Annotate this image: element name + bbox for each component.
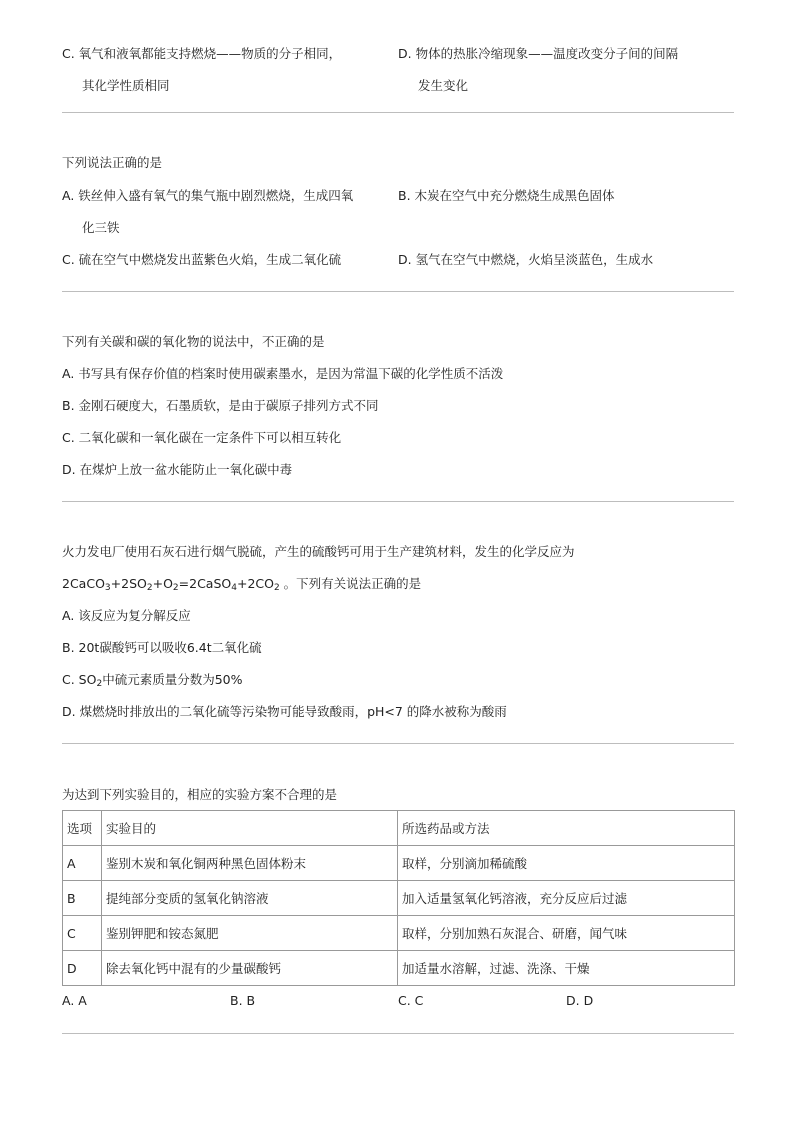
q2-option-a: A. 书写具有保存价值的档案时使用碳素墨水，是因为常温下碳的化学性质不活泼 — [62, 366, 504, 381]
q3-stem-line1: 火力发电厂使用石灰石进行烟气脱硫，产生的硫酸钙可用于生产建筑材料，发生的化学反应为 — [62, 544, 575, 559]
table-cell: 除去氧化钙中混有的少量碳酸钙 — [102, 951, 398, 986]
q3-option-a: A. 该反应为复分解反应 — [62, 608, 191, 623]
q3-option-c: C. $SO_2$中硫元素质量分数为50% — [62, 672, 243, 689]
q1-stem: 下列说法正确的是 — [62, 155, 163, 170]
divider — [62, 1033, 734, 1034]
prev-option-c-line1: C. 氧气和液氧都能支持燃烧——物质的分子相同， — [62, 46, 342, 61]
q4-choice-b: B. B — [230, 993, 256, 1008]
q4-choice-a: A. A — [62, 993, 87, 1008]
table-header-cell: 实验目的 — [102, 811, 398, 846]
prev-option-d-line2: 发生变化 — [418, 78, 469, 93]
table-cell: 提纯部分变质的氢氧化钠溶液 — [102, 881, 398, 916]
q1-option-a-line2: 化三铁 — [82, 220, 120, 235]
table-cell: D — [63, 951, 102, 986]
table-header-cell: 所选药品或方法 — [398, 811, 735, 846]
q3-option-d: D. 煤燃烧时排放出的二氧化硫等污染物可能导致酸雨，pH<7 的降水被称为酸雨 — [62, 704, 507, 719]
divider — [62, 112, 734, 113]
q4-choice-c: C. C — [398, 993, 424, 1008]
divider — [62, 743, 734, 744]
q3-equation: $2CaCO_3+2SO_2+O_2=2CaSO_4+2CO_2$ 。下列有关说法正确的是 — [62, 576, 422, 593]
table-cell: 加适量水溶解，过滤、洗涤、干燥 — [398, 951, 735, 986]
q2-stem: 下列有关碳和碳的氧化物的说法中，不正确的是 — [62, 334, 325, 349]
q2-option-b: B. 金刚石硬度大，石墨质软，是由于碳原子排列方式不同 — [62, 398, 379, 413]
table-header-cell: 选项 — [63, 811, 102, 846]
table-cell: 加入适量氢氧化钙溶液，充分反应后过滤 — [398, 881, 735, 916]
prev-option-d-line1: D. 物体的热胀冷缩现象——温度改变分子间的间隔 — [398, 46, 679, 61]
table-cell: 取样，分别滴加稀硫酸 — [398, 846, 735, 881]
table-header-row — [63, 811, 735, 846]
table-cell: 取样，分别加熟石灰混合、研磨，闻气味 — [398, 916, 735, 951]
table-cell: B — [63, 881, 102, 916]
q3-option-b: B. 20t碳酸钙可以吸收6.4t二氧化硫 — [62, 640, 262, 655]
q2-option-c: C. 二氧化碳和一氧化碳在一定条件下可以相互转化 — [62, 430, 342, 445]
divider — [62, 501, 734, 502]
table-row — [63, 916, 735, 951]
experiment-table — [62, 810, 735, 986]
q1-option-d: D. 氢气在空气中燃烧，火焰呈淡蓝色，生成水 — [398, 252, 654, 267]
q4-stem: 为达到下列实验目的，相应的实验方案不合理的是 — [62, 787, 338, 802]
q4-choice-d: D. D — [566, 993, 594, 1008]
table-cell: A — [63, 846, 102, 881]
prev-option-c-line2: 其化学性质相同 — [82, 78, 170, 93]
table-cell: 鉴别钾肥和铵态氮肥 — [102, 916, 398, 951]
table-row — [63, 846, 735, 881]
q1-option-a-line1: A. 铁丝伸入盛有氧气的集气瓶中剧烈燃烧，生成四氧 — [62, 188, 354, 203]
q3-stem-tail: 。下列有关说法正确的是 — [279, 576, 422, 591]
q1-option-c: C. 硫在空气中燃烧发出蓝紫色火焰，生成二氧化硫 — [62, 252, 342, 267]
q2-option-d: D. 在煤炉上放一盆水能防止一氧化碳中毒 — [62, 462, 293, 477]
table-cell: C — [63, 916, 102, 951]
table-cell: 鉴别木炭和氧化铜两种黑色固体粉末 — [102, 846, 398, 881]
divider — [62, 291, 734, 292]
table-row — [63, 951, 735, 986]
q1-option-b: B. 木炭在空气中充分燃烧生成黑色固体 — [398, 188, 615, 203]
table-row — [63, 881, 735, 916]
